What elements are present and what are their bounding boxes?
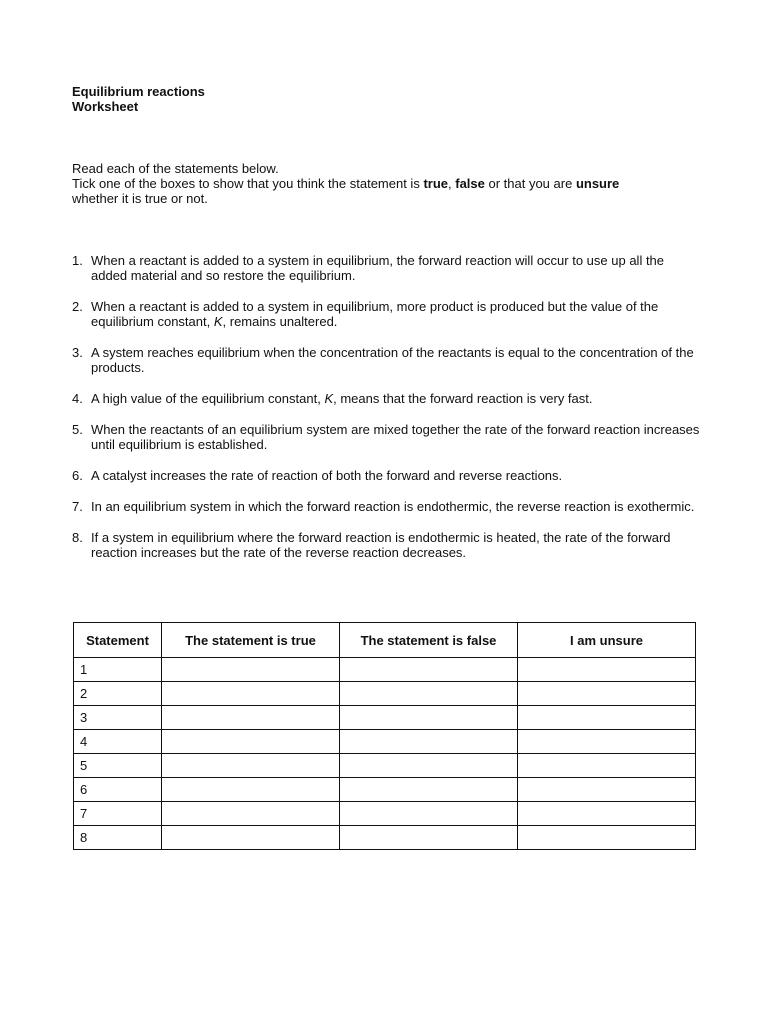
keyword-true: true bbox=[423, 176, 448, 191]
unsure-box[interactable] bbox=[518, 730, 696, 754]
true-box[interactable] bbox=[162, 706, 340, 730]
false-box[interactable] bbox=[340, 826, 518, 850]
true-box[interactable] bbox=[162, 778, 340, 802]
statement-number: 1. bbox=[72, 253, 83, 268]
false-box[interactable] bbox=[340, 754, 518, 778]
false-box[interactable] bbox=[340, 706, 518, 730]
instruction-line-3: whether it is true or not. bbox=[72, 191, 208, 206]
statement-item bbox=[72, 345, 702, 375]
true-box[interactable] bbox=[162, 754, 340, 778]
statement-text bbox=[91, 468, 702, 483]
instruction-text: Tick one of the boxes to show that you think the statement is bbox=[72, 176, 424, 191]
title-line-2: Worksheet bbox=[72, 99, 139, 114]
false-box[interactable] bbox=[340, 778, 518, 802]
instruction-text: or that you are bbox=[484, 176, 576, 191]
true-box[interactable] bbox=[162, 682, 340, 706]
statement-item bbox=[72, 499, 702, 514]
false-box[interactable] bbox=[340, 730, 518, 754]
statement-text-part: A system reaches equilibrium when the concentration of the reactants is equal to the concentration of the products. bbox=[91, 345, 694, 375]
constant-symbol: K bbox=[324, 391, 334, 406]
table-row bbox=[74, 826, 696, 850]
statement-text bbox=[91, 391, 702, 406]
statement-text-part: , remains unaltered. bbox=[222, 314, 338, 329]
statement-list bbox=[72, 253, 702, 576]
statement-item bbox=[72, 468, 702, 483]
statement-text-part: A catalyst increases the rate of reaction of both the forward and reverse reactions. bbox=[91, 468, 563, 483]
instruction-line-2 bbox=[72, 176, 712, 191]
worksheet-title bbox=[72, 84, 205, 114]
row-number: 3 bbox=[74, 706, 162, 730]
statement-number: 3. bbox=[72, 345, 83, 360]
keyword-unsure: unsure bbox=[575, 176, 620, 191]
statement-number: 5. bbox=[72, 422, 83, 437]
statement-item bbox=[72, 530, 702, 560]
true-box[interactable] bbox=[162, 802, 340, 826]
statement-item bbox=[72, 299, 702, 329]
false-box[interactable] bbox=[340, 802, 518, 826]
statement-item bbox=[72, 391, 702, 406]
statement-text-part: If a system in equilibrium where the forward reaction is endothermic is heated, the rate of the forward reaction increases but the rate of the reverse reaction decreases. bbox=[91, 530, 671, 560]
table-row bbox=[74, 730, 696, 754]
answer-rows bbox=[74, 658, 696, 850]
row-number: 4 bbox=[74, 730, 162, 754]
statement-item bbox=[72, 253, 702, 283]
answer-table bbox=[73, 622, 696, 850]
instruction-line-1: Read each of the statements below. bbox=[72, 161, 279, 176]
statement-number: 6. bbox=[72, 468, 83, 483]
title-line-1: Equilibrium reactions bbox=[72, 84, 205, 99]
keyword-false: false bbox=[455, 176, 485, 191]
row-number: 2 bbox=[74, 682, 162, 706]
statement-number: 2. bbox=[72, 299, 83, 314]
statement-text bbox=[91, 345, 702, 375]
statement-text-part: When a reactant is added to a system in equilibrium, more product is produced but the value of the equilibrium constant, bbox=[91, 299, 659, 329]
row-number: 7 bbox=[74, 802, 162, 826]
table-header-row bbox=[74, 623, 696, 658]
statement-text bbox=[91, 499, 702, 514]
table-row bbox=[74, 802, 696, 826]
true-box[interactable] bbox=[162, 826, 340, 850]
unsure-box[interactable] bbox=[518, 754, 696, 778]
row-number: 6 bbox=[74, 778, 162, 802]
statement-text bbox=[91, 299, 702, 329]
statement-text-part: In an equilibrium system in which the forward reaction is endothermic, the reverse reaction is exothermic. bbox=[91, 499, 695, 514]
instructions bbox=[72, 161, 712, 206]
unsure-box[interactable] bbox=[518, 778, 696, 802]
constant-symbol: K bbox=[213, 314, 223, 329]
header-unsure: I am unsure bbox=[518, 623, 696, 658]
statement-text bbox=[91, 422, 702, 452]
statement-text-part: , means that the forward reaction is very fast. bbox=[333, 391, 593, 406]
table-row bbox=[74, 682, 696, 706]
false-box[interactable] bbox=[340, 658, 518, 682]
unsure-box[interactable] bbox=[518, 802, 696, 826]
statement-text bbox=[91, 530, 702, 560]
header-true: The statement is true bbox=[162, 623, 340, 658]
table-row bbox=[74, 754, 696, 778]
unsure-box[interactable] bbox=[518, 706, 696, 730]
unsure-box[interactable] bbox=[518, 682, 696, 706]
statement-number: 7. bbox=[72, 499, 83, 514]
table-row bbox=[74, 658, 696, 682]
unsure-box[interactable] bbox=[518, 658, 696, 682]
true-box[interactable] bbox=[162, 658, 340, 682]
statement-text-part: When the reactants of an equilibrium system are mixed together the rate of the forward reaction increases until equilibrium is established. bbox=[91, 422, 700, 452]
table-row bbox=[74, 778, 696, 802]
false-box[interactable] bbox=[340, 682, 518, 706]
row-number: 8 bbox=[74, 826, 162, 850]
unsure-box[interactable] bbox=[518, 826, 696, 850]
statement-text-part: A high value of the equilibrium constant, bbox=[91, 391, 325, 406]
statement-item bbox=[72, 422, 702, 452]
header-statement: Statement bbox=[74, 623, 162, 658]
statement-text-part: When a reactant is added to a system in equilibrium, the forward reaction will occur to use up all the added material and so restore the equilibrium. bbox=[91, 253, 665, 283]
header-false: The statement is false bbox=[340, 623, 518, 658]
true-box[interactable] bbox=[162, 730, 340, 754]
instruction-comma: , bbox=[448, 176, 456, 191]
row-number: 1 bbox=[74, 658, 162, 682]
table-row bbox=[74, 706, 696, 730]
statement-text bbox=[91, 253, 702, 283]
row-number: 5 bbox=[74, 754, 162, 778]
statement-number: 8. bbox=[72, 530, 83, 545]
statement-number: 4. bbox=[72, 391, 83, 406]
